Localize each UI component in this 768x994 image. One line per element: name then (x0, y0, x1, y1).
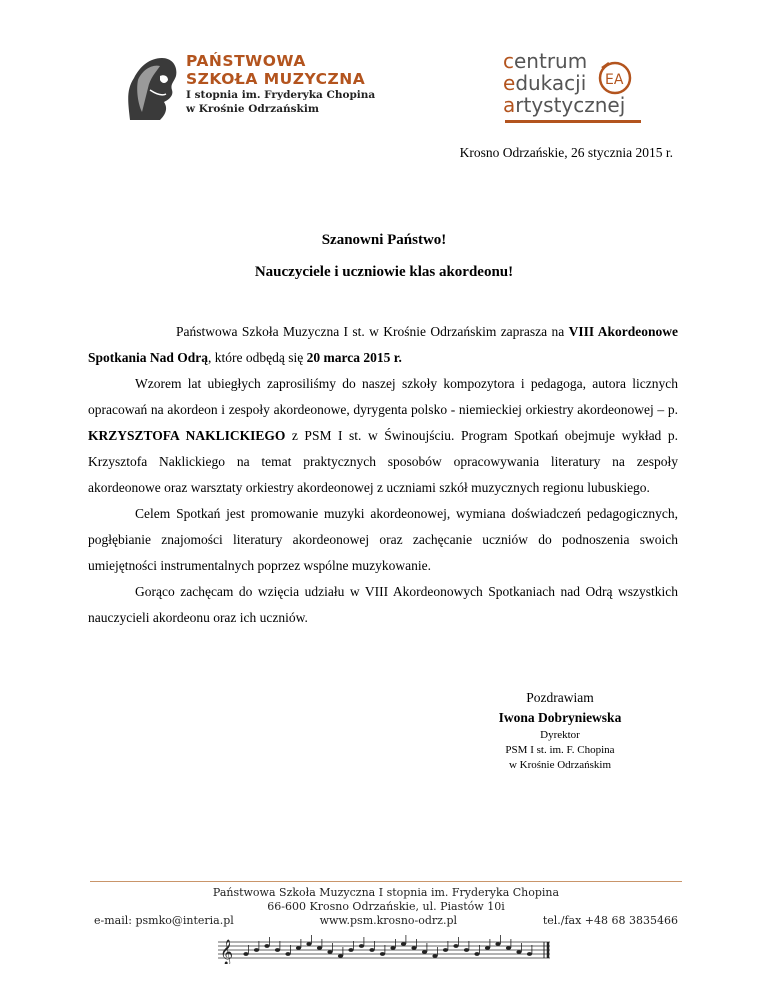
greeting-subtitle: Nauczyciele i uczniowie klas akordeonu! (254, 264, 514, 280)
letter-date: Krosno Odrzańskie, 26 stycznia 2015 r. (459, 145, 673, 160)
signature-title: Dyrektor (540, 729, 580, 741)
music-note (296, 946, 301, 950)
music-note (254, 948, 259, 952)
music-note (380, 952, 385, 956)
footer-school-name: Państwowa Szkoła Muzyczna I stopnia im. Fryderyka Chopina (212, 886, 560, 899)
footer-address: 66-600 Krosno Odrzańskie, ul. Piastów 10i (267, 900, 505, 913)
music-note (348, 948, 353, 952)
music-note (359, 944, 364, 948)
signature-greeting: Pozdrawiam (526, 690, 594, 705)
cea-word-artystycznej (503, 94, 653, 116)
music-note (422, 950, 427, 954)
music-note (495, 942, 500, 946)
music-note (411, 946, 416, 950)
music-note (443, 948, 448, 952)
music-note (474, 952, 479, 956)
event-name: VIII Akordeonowe Spotkania Nad Odrą (88, 324, 678, 365)
event-date: 20 marca 2015 r. (306, 350, 402, 365)
cea-underline (505, 120, 641, 123)
music-note (432, 954, 437, 958)
music-note (317, 946, 322, 950)
signature-name: Iwona Dobryniewska (498, 710, 622, 725)
psm-logo (120, 50, 390, 124)
music-note (516, 950, 521, 954)
signature-place: w Krośnie Odrzańskim (508, 759, 612, 771)
footer-website: www.psm.krosno-odrz.pl (319, 914, 458, 927)
p2-text-a: Wzorem lat ubiegłych zaprosiliśmy do naszej szkoły kompozytora i pedagoga, autora licznych opracowań na akordeon i zespoły akordeonowe, dyrygenta polsko - niemieckiej orkiestry akordeonowej – p. (88, 376, 678, 417)
paragraph-3: Celem Spotkań jest promowanie muzyki akordeonowej, wymiana doświadczeń pedagogicznych, pogłębianie znajomości literatury akordeonowej oraz zachęcanie uczniów do podnoszenia swoich umiejętności instrumentalnych poprzez wspólne muzykowanie. (88, 506, 678, 573)
svg-text:EA: EA (605, 72, 624, 88)
psm-logo-text (186, 52, 375, 116)
signature-org: PSM I st. im. F. Chopina (505, 744, 615, 756)
p1-text-c: , które odbędą się (208, 350, 307, 365)
music-note (264, 944, 269, 948)
p2-text-c: z PSM I st. w Świnoujściu. Program Spotkań obejmuje wykład p. Krzysztofa Naklickiego na temat praktycznych sposobów opracowywania literatury na zespoły akordeonowe oraz warsztaty orkiestry akordeonowej z uczniami szkół muzycznych regionu lubuskiego. (88, 428, 678, 495)
chopin-bust-icon (120, 50, 182, 124)
svg-text:𝄞: 𝄞 (220, 940, 234, 964)
signature-block (430, 688, 690, 773)
letter-body (88, 319, 678, 631)
music-note (506, 946, 511, 950)
psm-logo-line3: I stopnia im. Fryderyka Chopina (186, 89, 376, 101)
music-note (527, 952, 532, 956)
music-note (485, 946, 490, 950)
music-note (327, 950, 332, 954)
music-note (285, 952, 290, 956)
footer-phone: tel./fax +48 68 3835466 (542, 914, 678, 927)
p1-text-a: Państwowa Szkoła Muzyczna I st. w Krośnie Odrzańskim zaprasza na (176, 324, 569, 339)
psm-logo-line2: SZKOŁA MUZYCZNA (186, 70, 366, 88)
music-note (306, 942, 311, 946)
paragraph-1 (88, 319, 678, 371)
music-note (275, 948, 280, 952)
footer-email: e-mail: psmko@interia.pl (94, 914, 234, 927)
cea-word-rest: rtystycznej (515, 93, 626, 117)
music-note (453, 944, 458, 948)
psm-logo-line4: w Krośnie Odrzańskim (186, 103, 319, 115)
guest-name: KRZYSZTOFA NAKLICKIEGO (88, 428, 286, 443)
music-note (464, 948, 469, 952)
music-note (243, 952, 248, 956)
cea-ring-icon (596, 60, 634, 96)
cea-word-rest: entrum (514, 49, 588, 73)
footer-divider (90, 881, 682, 882)
music-note (390, 946, 395, 950)
music-note (369, 948, 374, 952)
music-staff-icon (218, 932, 550, 964)
cea-letter-c: c (503, 49, 514, 73)
footer-contact-row (90, 914, 682, 928)
greeting-title: Szanowni Państwo! (321, 232, 447, 248)
paragraph-2 (88, 371, 678, 501)
psm-logo-line1: PAŃSTWOWA (186, 52, 306, 70)
cea-logo (503, 50, 653, 126)
music-note (401, 942, 406, 946)
music-note (338, 954, 343, 958)
footer (90, 886, 682, 928)
cea-letter-a: a (503, 93, 516, 117)
cea-word-rest: dukacji (515, 71, 587, 95)
paragraph-4: Gorąco zachęcam do wzięcia udziału w VIII Akordeonowych Spotkaniach nad Odrą wszystkich nauczycieli akordeonu oraz ich uczniów. (88, 584, 678, 625)
cea-letter-e: e (503, 71, 516, 95)
